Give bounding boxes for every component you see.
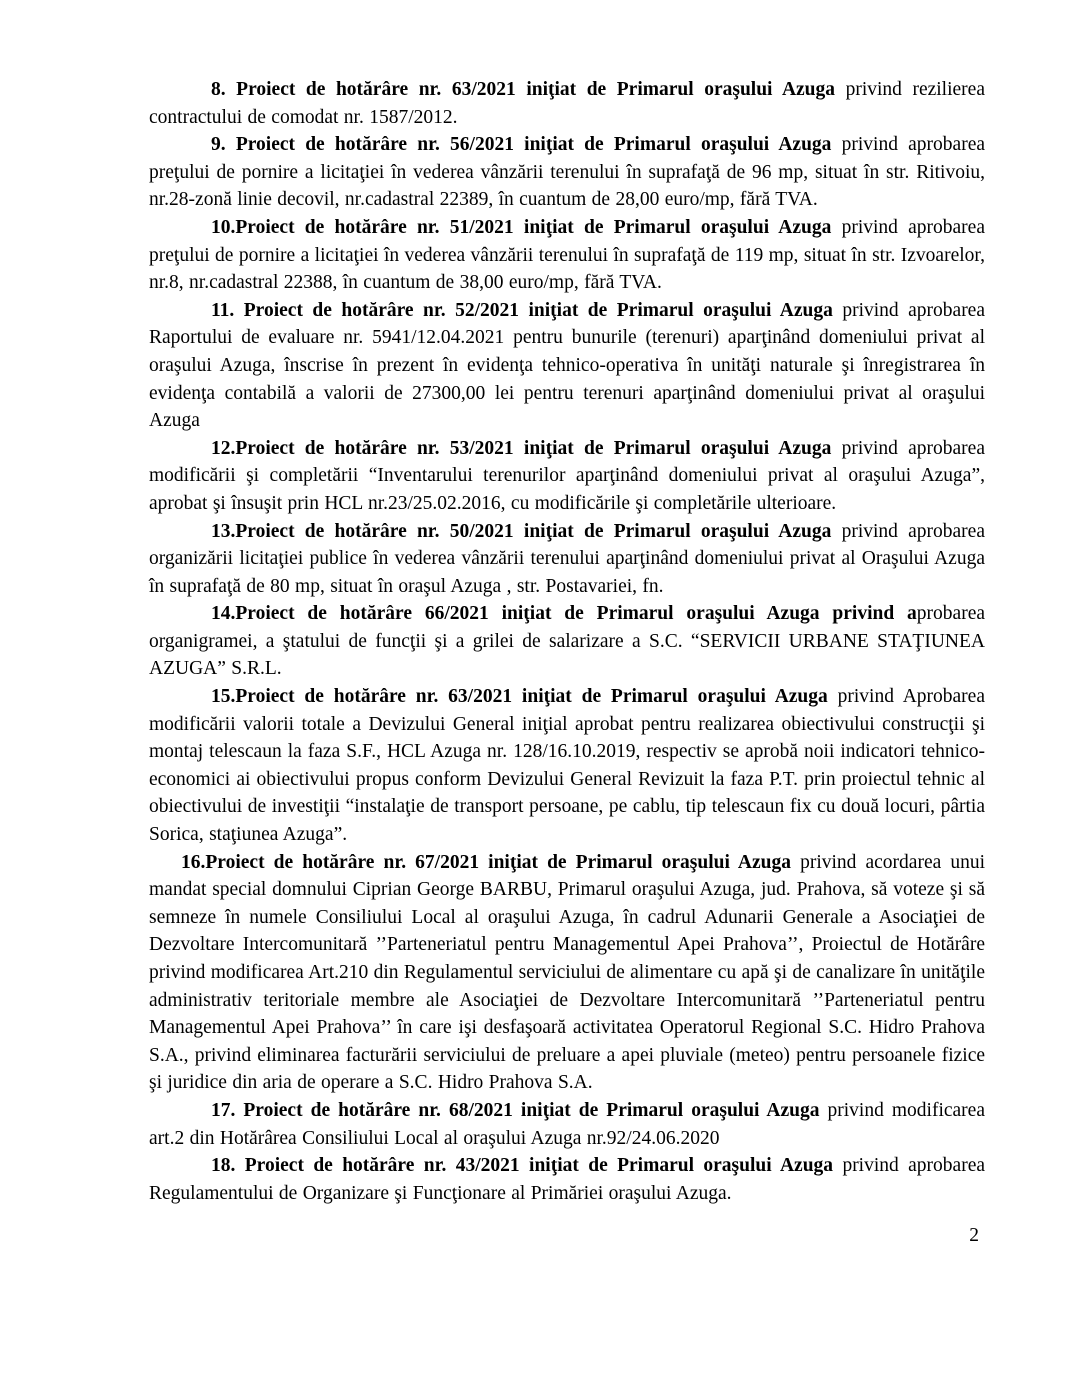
item-heading: 11. Proiect de hotărâre nr. 52/2021 iniţiat de Primarul oraşului Azuga [211, 299, 833, 321]
page-footer [149, 1222, 985, 1250]
item-body: privind modificarea art.2 din Hotărârea Consiliului Local al oraşului Azuga nr.92/24.06.2020 [149, 1099, 985, 1149]
agenda-item-paragraph [149, 76, 985, 131]
item-body: probarea organigramei, a ştatului de funcţii şi a grilei de salarizare a S.C. “SERVICII URBANE STAŢIUNEA AZUGA” S.R.L. [149, 603, 985, 680]
item-body: privind aprobarea preţului de pornire a licitaţiei în vederea vânzării terenului în suprafaţă de 96 mp, situat în str. Ritivoiu, nr.28-zonă linie decovil, nr.cadastral 22389, în cuantum de 28,00 euro/mp, fără TVA. [149, 134, 986, 211]
agenda-item-paragraph [149, 849, 985, 1097]
item-body: privind aprobarea organizării licitaţiei publice în vederea vânzării terenului aparţinând domeniului privat al Oraşului Azuga în suprafaţă de 80 mp, situat în oraşul Azuga , str. Postavariei, fn. [149, 520, 985, 597]
document-body [149, 76, 985, 1207]
item-heading: 16.Proiect de hotărâre nr. 67/2021 iniţiat de Primarul oraşului Azuga [181, 851, 791, 873]
agenda-item-paragraph [149, 683, 985, 849]
item-heading: 10.Proiect de hotărâre nr. 51/2021 iniţiat de Primarul oraşului Azuga [211, 216, 832, 238]
item-heading: 14.Proiect de hotărâre 66/2021 iniţiat de Primarul oraşului Azuga privind a [211, 603, 917, 625]
agenda-item-paragraph [149, 1097, 985, 1152]
agenda-item-paragraph [149, 1152, 985, 1207]
item-body: privind Aprobarea modificării valorii totale a Devizului General iniţial aprobat pentru realizarea obiectivului construcţii şi montaj telescaun la faza S.F., HCL Azuga nr. 128/16.10.2019, respectiv se aprobă noii indicatori tehnico-economici ai obiectivului propus conform Devizului General Revizuit la faza P.T. prin proiectul tehnic al obiectivului de investiţii “instalaţie de transport persoane, pe cablu, tip telescaun fix cu două locuri, pârtia Sorica, staţiunea Azuga”. [149, 686, 985, 846]
item-body: privind aprobarea preţului de pornire a licitaţiei în vederea vânzării terenului în suprafaţă de 119 mp, situat în str. Izvoarelor, nr.8, nr.cadastral 22388, în cuantum de 38,00 euro/mp, fără TVA. [149, 216, 985, 294]
agenda-item-paragraph [149, 131, 985, 214]
item-heading: 8. Proiect de hotărâre nr. 63/2021 iniţiat de Primarul oraşului Azuga [211, 79, 836, 100]
agenda-item-paragraph [149, 214, 985, 297]
page-number: 2 [969, 1225, 979, 1247]
item-body: privind aprobarea Regulamentului de Organizare şi Funcţionare al Primăriei oraşului Azuga. [149, 1155, 986, 1204]
item-heading: 18. Proiect de hotărâre nr. 43/2021 iniţiat de Primarul oraşului Azuga [211, 1155, 834, 1177]
item-heading: 12.Proiect de hotărâre nr. 53/2021 iniţiat de Primarul oraşului Azuga [211, 437, 832, 459]
agenda-item-paragraph [149, 435, 985, 518]
item-body: privind acordarea unui mandat special domnului Ciprian George BARBU, Primarul oraşului Azuga, jud. Prahova, să voteze şi să semneze în numele Consiliului Local al oraşului Azuga, în cadrul Adunarii Generale a Asociaţiei de Dezvoltare Intercomunitară ’’Parteneriatul pentru Managementul Apei Prahova’’, Proiectul de Hotărâre privind modificarea Art.210 din Regulamentul serviciului de alimentare cu apă şi de canalizare în unităţile administrativ teritoriale membre ale Asociaţiei de Dezvoltare Intercomunitară ’’Parteneriatul pentru Managementul Apei Prahova’’ în care işi desfaşoară activitatea Operatorul Regional S.C. Hidro Prahova S.A., privind eliminarea facturării serviciului de preluare a apei pluviale (meteo) pentru persoanele fizice şi juridice din aria de operare a S.C. Hidro Prahova S.A. [149, 851, 985, 1094]
agenda-item-paragraph [149, 297, 985, 435]
agenda-item-paragraph [149, 600, 985, 683]
agenda-item-paragraph [149, 518, 985, 601]
item-body: privind aprobarea Raportului de evaluare nr. 5941/12.04.2021 pentru bunurile (terenuri) aparţinând domeniului privat al oraşului Azuga, înscrise în prezent în evidenţa tehnico-operativa în unităţi naturale şi înregistrarea în evidenţa contabilă a valorii de 27300,00 lei pentru terenuri aparţinând domeniului privat al oraşului Azuga [149, 299, 985, 432]
item-heading: 9. Proiect de hotărâre nr. 56/2021 iniţiat de Primarul oraşului Azuga [211, 134, 832, 156]
item-heading: 13.Proiect de hotărâre nr. 50/2021 iniţiat de Primarul oraşului Azuga [211, 520, 832, 542]
item-body: privind rezilierea contractului de comodat nr. 1587/2012. [149, 79, 985, 128]
item-heading: 17. Proiect de hotărâre nr. 68/2021 iniţiat de Primarul oraşului Azuga [211, 1099, 820, 1121]
item-heading: 15.Proiect de hotărâre nr. 63/2021 iniţiat de Primarul oraşului Azuga [211, 686, 828, 708]
item-body: privind aprobarea modificării şi completării “Inventarului terenurilor aparţinând domeniului privat al oraşului Azuga”, aprobat şi însuşit prin HCL nr.23/25.02.2016, cu modificările şi completările ulterioare. [149, 437, 985, 514]
